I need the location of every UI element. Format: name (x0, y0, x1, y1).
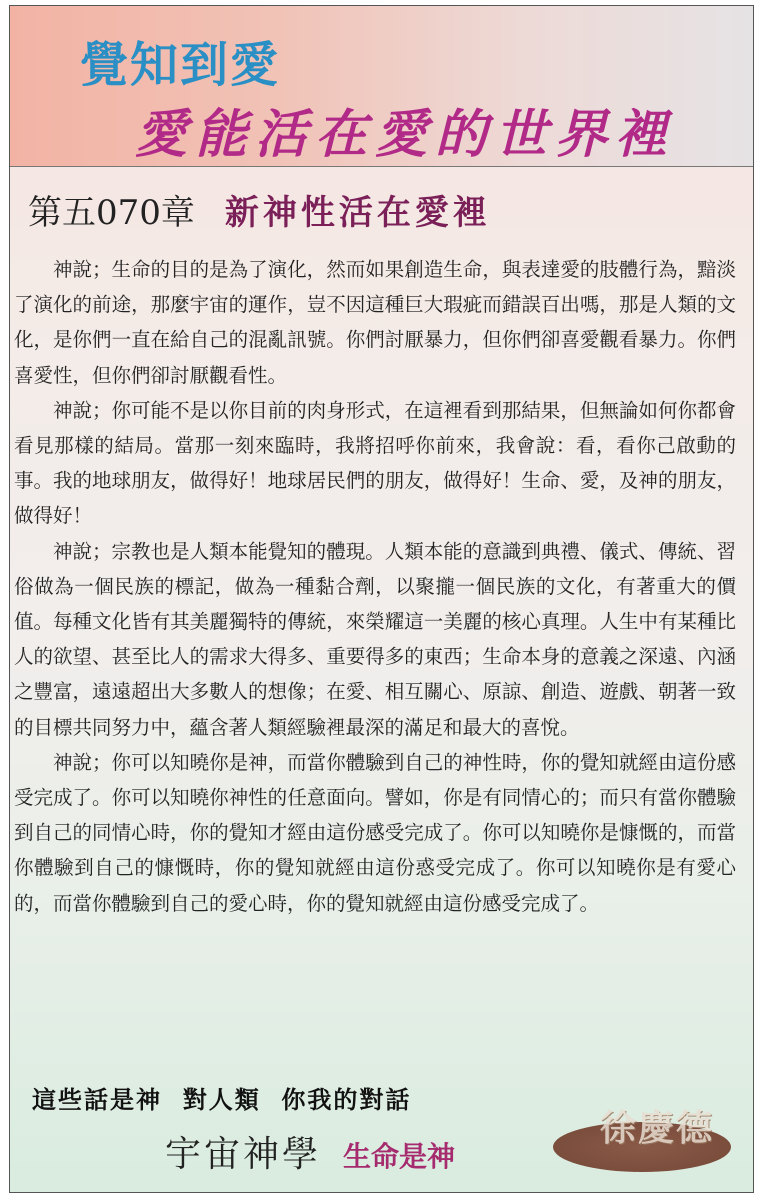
brand-name: 宇宙神學 (165, 1134, 322, 1175)
footer-dialog-line: 這些話是神 對人類 你我的對話 (32, 1085, 412, 1114)
footer-brand (165, 1126, 455, 1177)
banner-title: 覺知到愛 (80, 37, 281, 93)
author-signature: 徐慶德 (600, 1107, 715, 1149)
banner-subtitle: 愛能活在愛的世界裡 (135, 104, 676, 165)
brand-slogan: 生命是神 (343, 1140, 456, 1173)
header-banner (10, 6, 753, 167)
article-body (14, 252, 736, 921)
chapter-number: 第五070章 (28, 193, 195, 233)
paragraph-2: 神說；你可能不是以你目前的肉身形式，在這裡看到那結果，但無論如何你都會看見那樣的結局。當那一刻來臨時，我將招呼你前來，我會說：看，看你己啟動的事。我的地球朋友，做得好！地球居民們的朋友，做得好！生命、愛，及神的朋友，做得好！ (14, 398, 736, 528)
paragraph-4: 神說；你可以知曉你是神，而當你體驗到自己的神性時，你的覺知就經由這份感受完成了。你可以知曉你神性的任意面向。譬如，你是有同情心的；而只有當你體驗到自己的同情心時，你的覺知才經由這份感受完成了。你可以知曉你是慷慨的，而當你體驗到自己的慷慨時，你的覺知就經由這份惑受完成了。你可以知曉你是有愛心的，而當你體驗到自己的愛心時，你的覺知就經由這份感受完成了。 (14, 750, 736, 915)
chapter-title: 新神性活在愛裡 (224, 193, 491, 233)
paragraph-3: 神說；宗教也是人類本能覺知的體現。人類本能的意識到典禮、儀式、傳統、習俗做為一個民族的標記，做為一種黏合劑，以聚攏一個民族的文化，有著重大的價值。每種文化皆有其美麗獨特的傳統，來榮耀這一美麗的核心真理。人生中有某種比人的欲望、甚至比人的需求大得多、重要得多的東西；生命本身的意義之深遠、內涵之豐富，遠遠超出大多數人的想像；在愛、相互關心、原諒、創造、遊戲、朝著一致的目標共同努力中，蘊含著人類經驗裡最深的滿足和最大的喜悅。 (14, 539, 736, 739)
paragraph-1: 神說；生命的目的是為了演化，然而如果創造生命，與表達愛的肢體行為，黯淡了演化的前途，那麼宇宙的運作，豈不因這種巨大瑕疵而錯誤百出嗎，那是人類的文化，是你們一直在給自己的混亂訊號。你們討厭暴力，但你們卻喜愛觀看暴力。你們喜愛性，但你們卻討厭觀看性。 (14, 258, 736, 387)
chapter-heading (28, 185, 491, 234)
